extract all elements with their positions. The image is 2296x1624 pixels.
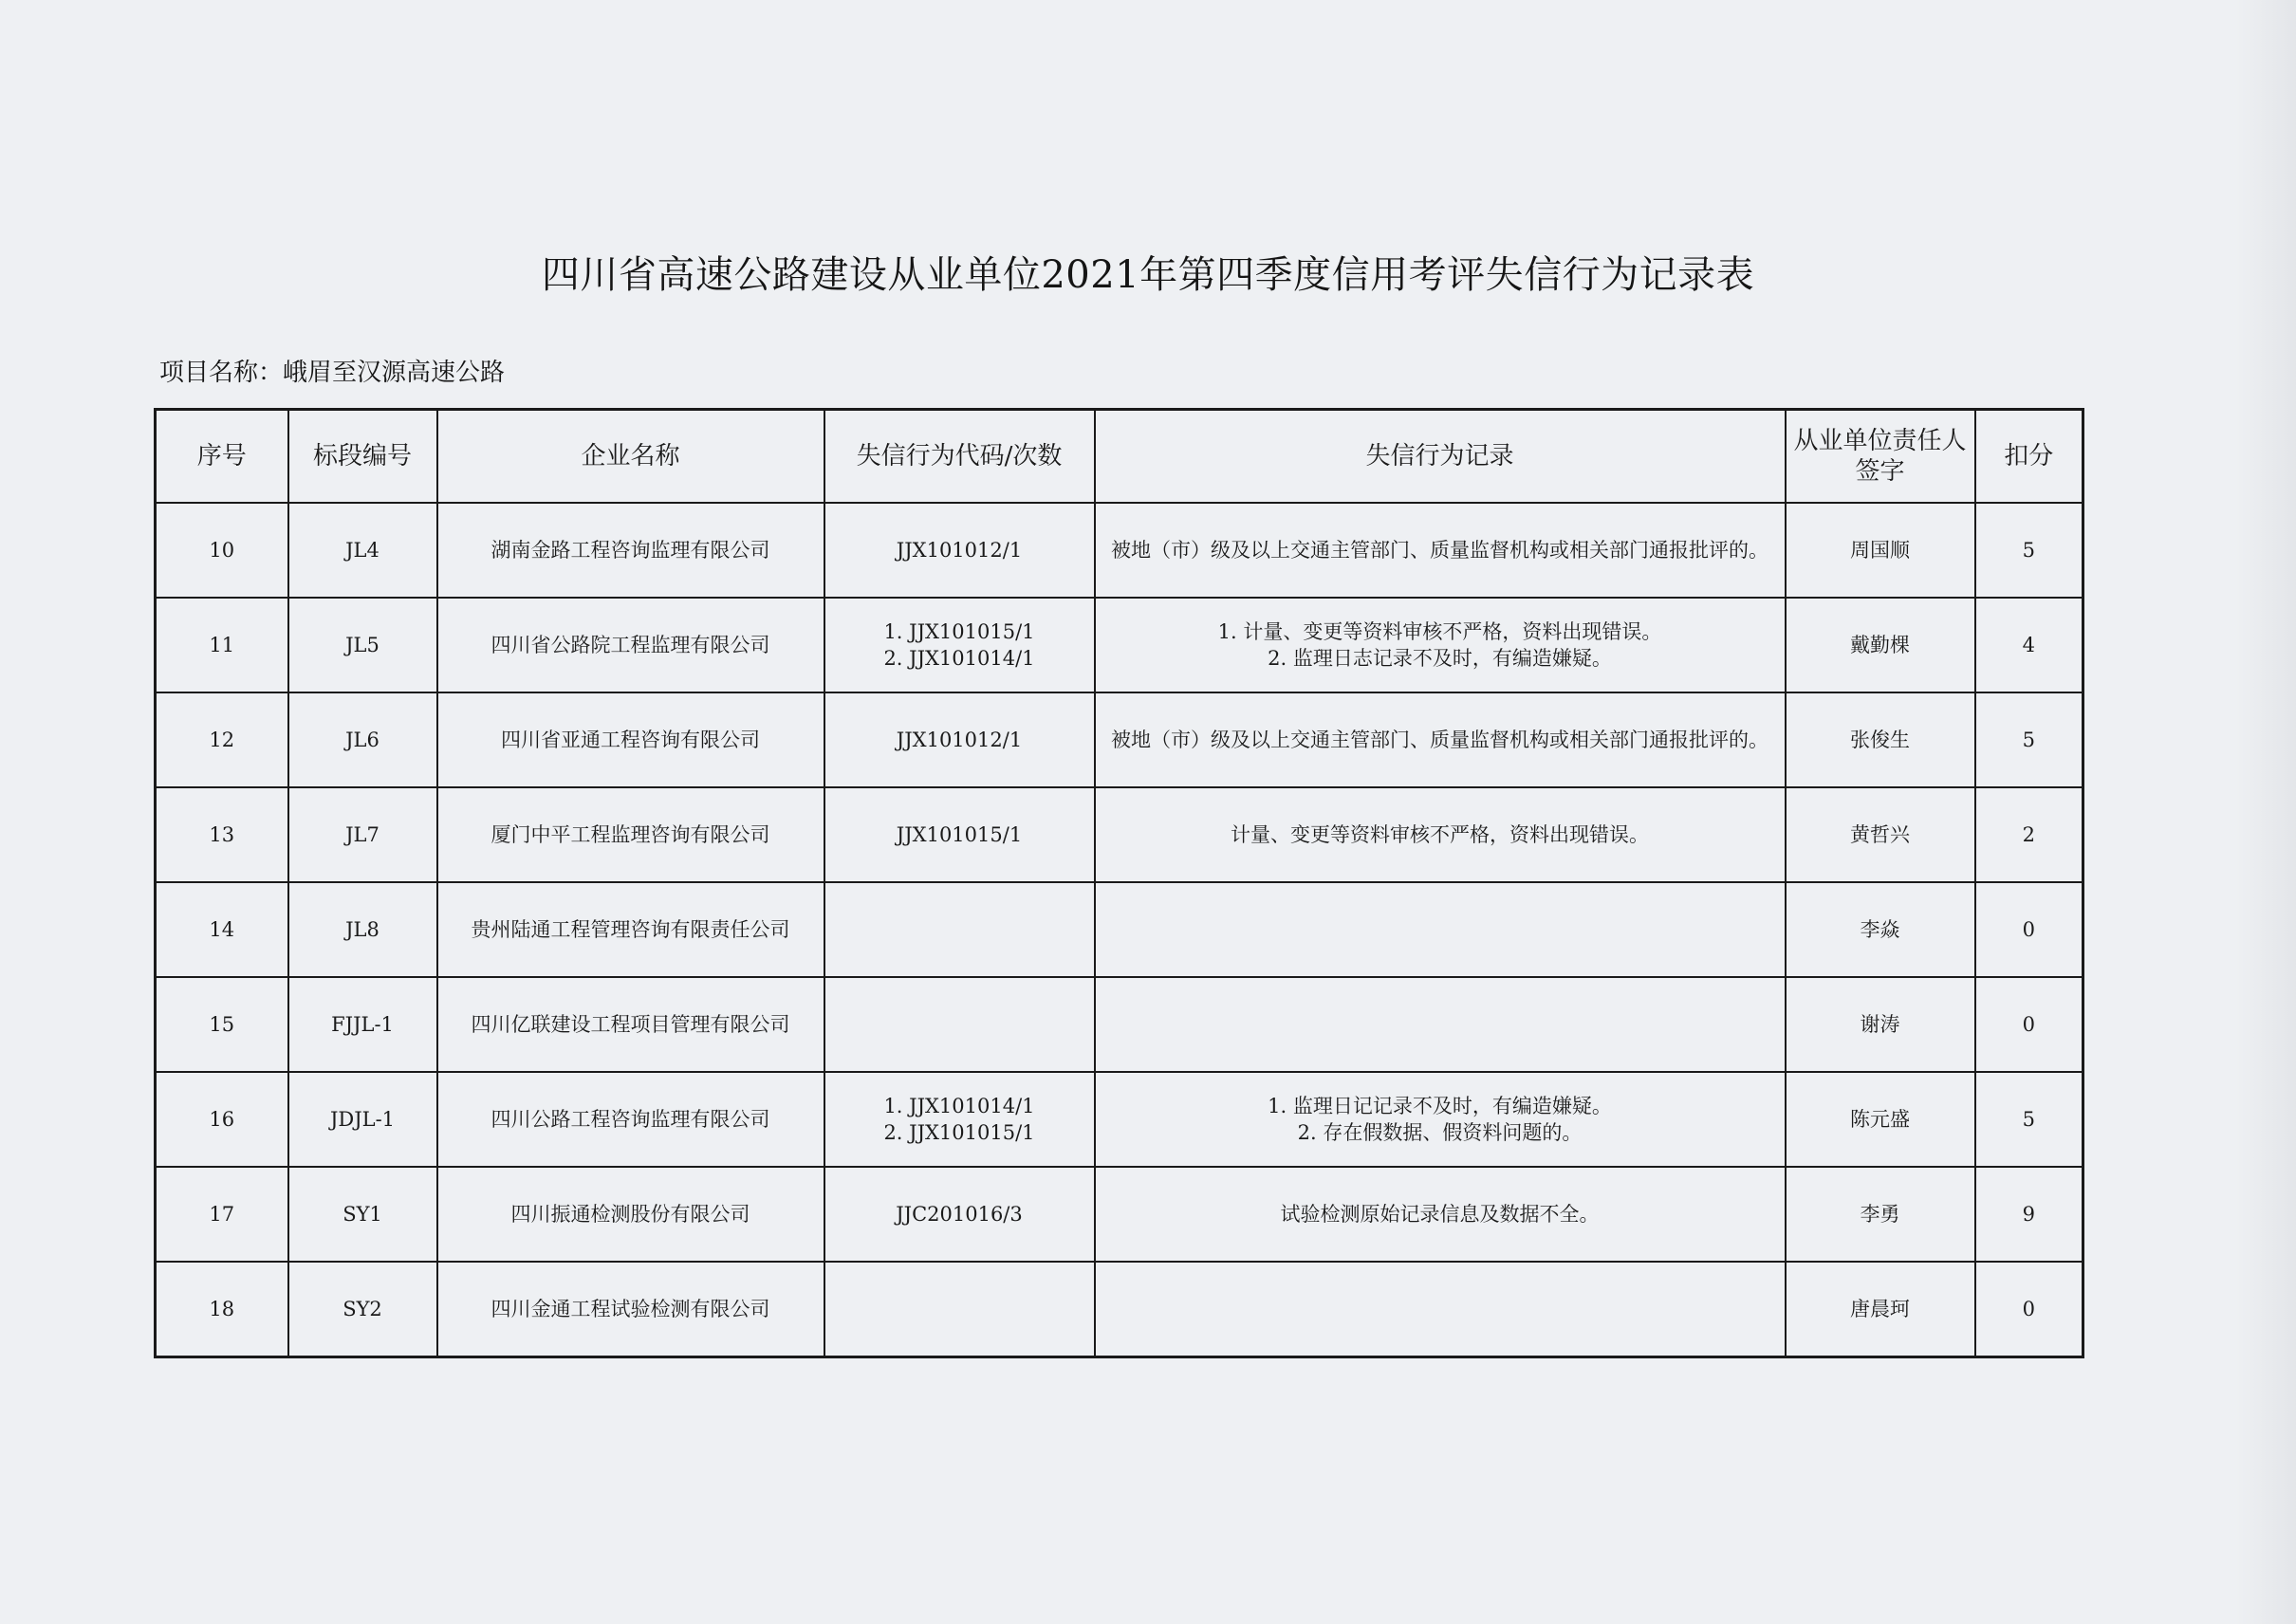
row-no bbox=[156, 1072, 288, 1167]
row-signer-text: 李焱 bbox=[1860, 917, 1900, 941]
row-record-line: 被地（市）级及以上交通主管部门、质量监督机构或相关部门通报批评的。 bbox=[1111, 538, 1768, 562]
row-company-text: 厦门中平工程监理咨询有限公司 bbox=[491, 822, 770, 846]
row-company bbox=[437, 977, 824, 1072]
row-company bbox=[437, 598, 824, 692]
row-code bbox=[824, 787, 1095, 882]
row-no bbox=[156, 598, 288, 692]
row-signer bbox=[1786, 977, 1975, 1072]
row-signer-text: 李勇 bbox=[1860, 1202, 1900, 1226]
row-points bbox=[1975, 1262, 2083, 1357]
row-points-text: 4 bbox=[2022, 633, 2035, 656]
row-no-text: 12 bbox=[209, 728, 235, 751]
row-code-line: 2. JJX101015/1 bbox=[883, 1121, 1035, 1144]
row-section-text: JL7 bbox=[345, 822, 380, 846]
row-no-text: 10 bbox=[209, 538, 235, 562]
row-section bbox=[288, 787, 437, 882]
table-row bbox=[156, 787, 2083, 882]
row-no-text: 13 bbox=[209, 822, 235, 846]
table-row bbox=[156, 1262, 2083, 1357]
row-record bbox=[1095, 692, 1786, 787]
row-section bbox=[288, 598, 437, 692]
table-row bbox=[156, 598, 2083, 692]
row-company-text: 四川亿联建设工程项目管理有限公司 bbox=[471, 1012, 790, 1036]
row-code-line: 1. JJX101015/1 bbox=[883, 619, 1035, 643]
row-code-line: 2. JJX101014/1 bbox=[883, 647, 1035, 670]
row-section-text: SY1 bbox=[343, 1202, 382, 1226]
row-record bbox=[1095, 1262, 1786, 1357]
row-company bbox=[437, 692, 824, 787]
row-company-text: 四川省亚通工程咨询有限公司 bbox=[501, 728, 760, 751]
table-header-row bbox=[156, 410, 2083, 504]
row-code-line: JJX101012/1 bbox=[896, 728, 1023, 751]
row-section bbox=[288, 882, 437, 977]
row-record-line: 2. 存在假数据、假资料问题的。 bbox=[1297, 1121, 1583, 1144]
row-no bbox=[156, 503, 288, 598]
row-points bbox=[1975, 1072, 2083, 1167]
row-no-text: 17 bbox=[209, 1202, 235, 1226]
row-signer bbox=[1786, 1167, 1975, 1262]
row-company bbox=[437, 503, 824, 598]
row-signer-text: 陈元盛 bbox=[1850, 1107, 1910, 1131]
row-code-line: JJX101012/1 bbox=[896, 538, 1023, 562]
row-record-line: 2. 监理日志记录不及时，有编造嫌疑。 bbox=[1268, 647, 1612, 670]
credit-record-table bbox=[154, 408, 2084, 1358]
row-points-text: 2 bbox=[2022, 822, 2035, 846]
row-code bbox=[824, 1262, 1095, 1357]
row-company-text: 四川公路工程咨询监理有限公司 bbox=[491, 1107, 770, 1131]
row-no bbox=[156, 882, 288, 977]
row-points-text: 0 bbox=[2022, 917, 2035, 941]
header-no: 序号 bbox=[156, 410, 288, 504]
row-points bbox=[1975, 692, 2083, 787]
row-signer bbox=[1786, 598, 1975, 692]
row-points-text: 0 bbox=[2022, 1012, 2035, 1036]
row-points bbox=[1975, 1167, 2083, 1262]
row-code bbox=[824, 1072, 1095, 1167]
row-points-text: 5 bbox=[2022, 538, 2035, 562]
row-company-text: 湖南金路工程咨询监理有限公司 bbox=[491, 538, 770, 562]
row-no-text: 15 bbox=[209, 1012, 235, 1036]
row-points-text: 9 bbox=[2022, 1202, 2035, 1226]
row-company-text: 贵州陆通工程管理咨询有限责任公司 bbox=[471, 917, 790, 941]
row-signer bbox=[1786, 503, 1975, 598]
row-no-text: 14 bbox=[209, 917, 235, 941]
row-no bbox=[156, 1167, 288, 1262]
row-code bbox=[824, 977, 1095, 1072]
row-signer bbox=[1786, 1072, 1975, 1167]
table-row bbox=[156, 1167, 2083, 1262]
scan-edge bbox=[2235, 0, 2296, 1624]
row-points-text: 5 bbox=[2022, 1107, 2035, 1131]
row-code-line: 1. JJX101014/1 bbox=[883, 1094, 1035, 1117]
row-section-text: JL8 bbox=[345, 917, 380, 941]
row-record-line: 被地（市）级及以上交通主管部门、质量监督机构或相关部门通报批评的。 bbox=[1111, 728, 1768, 751]
row-signer-text: 戴勤棵 bbox=[1850, 633, 1910, 656]
row-section-text: SY2 bbox=[343, 1297, 382, 1320]
row-section-text: JL5 bbox=[345, 633, 380, 656]
row-signer-text: 张俊生 bbox=[1850, 728, 1910, 751]
row-signer bbox=[1786, 692, 1975, 787]
row-code bbox=[824, 692, 1095, 787]
row-no-text: 16 bbox=[209, 1107, 235, 1131]
row-points-text: 0 bbox=[2022, 1297, 2035, 1320]
row-points-text: 5 bbox=[2022, 728, 2035, 751]
row-record bbox=[1095, 882, 1786, 977]
row-record bbox=[1095, 598, 1786, 692]
row-record bbox=[1095, 787, 1786, 882]
row-points bbox=[1975, 977, 2083, 1072]
row-company-text: 四川振通检测股份有限公司 bbox=[510, 1202, 750, 1226]
row-record bbox=[1095, 503, 1786, 598]
row-signer-text: 唐晨珂 bbox=[1850, 1297, 1910, 1320]
row-code bbox=[824, 882, 1095, 977]
row-section bbox=[288, 692, 437, 787]
row-section bbox=[288, 1167, 437, 1262]
row-section bbox=[288, 1262, 437, 1357]
row-signer bbox=[1786, 882, 1975, 977]
row-company-text: 四川省公路院工程监理有限公司 bbox=[491, 633, 770, 656]
table-row bbox=[156, 1072, 2083, 1167]
row-code bbox=[824, 1167, 1095, 1262]
row-code bbox=[824, 598, 1095, 692]
row-company bbox=[437, 1167, 824, 1262]
project-name: 项目名称：峨眉至汉源高速公路 bbox=[159, 359, 506, 387]
row-no-text: 18 bbox=[209, 1297, 235, 1320]
row-signer-text: 谢涛 bbox=[1860, 1012, 1900, 1036]
row-signer bbox=[1786, 1262, 1975, 1357]
table-row bbox=[156, 503, 2083, 598]
header-company: 企业名称 bbox=[437, 410, 824, 504]
header-points: 扣分 bbox=[1975, 410, 2083, 504]
row-section-text: JL6 bbox=[345, 728, 380, 751]
row-no-text: 11 bbox=[209, 633, 235, 656]
table-row bbox=[156, 977, 2083, 1072]
row-section-text: FJJL-1 bbox=[331, 1012, 394, 1036]
row-points bbox=[1975, 598, 2083, 692]
row-points bbox=[1975, 787, 2083, 882]
row-section-text: JDJL-1 bbox=[329, 1107, 396, 1131]
row-company bbox=[437, 787, 824, 882]
row-record-line: 1. 计量、变更等资料审核不严格，资料出现错误。 bbox=[1217, 619, 1662, 643]
row-code-line: JJC201016/3 bbox=[896, 1202, 1023, 1226]
row-record bbox=[1095, 1072, 1786, 1167]
row-no bbox=[156, 787, 288, 882]
document-title: 四川省高速公路建设从业单位2021年第四季度信用考评失信行为记录表 bbox=[541, 253, 1755, 297]
row-code bbox=[824, 503, 1095, 598]
header-record: 失信行为记录 bbox=[1095, 410, 1786, 504]
row-record-line: 计量、变更等资料审核不严格，资料出现错误。 bbox=[1231, 822, 1649, 846]
header-code: 失信行为代码/次数 bbox=[824, 410, 1095, 504]
row-section bbox=[288, 977, 437, 1072]
row-signer bbox=[1786, 787, 1975, 882]
row-no bbox=[156, 977, 288, 1072]
row-points bbox=[1975, 882, 2083, 977]
row-company bbox=[437, 1072, 824, 1167]
row-no bbox=[156, 1262, 288, 1357]
row-section-text: JL4 bbox=[345, 538, 380, 562]
row-company bbox=[437, 1262, 824, 1357]
row-section bbox=[288, 503, 437, 598]
row-company-text: 四川金通工程试验检测有限公司 bbox=[491, 1297, 770, 1320]
table-row bbox=[156, 692, 2083, 787]
row-signer-text: 黄哲兴 bbox=[1850, 822, 1910, 846]
row-record-line: 1. 监理日记记录不及时，有编造嫌疑。 bbox=[1268, 1094, 1612, 1117]
row-company bbox=[437, 882, 824, 977]
table-row bbox=[156, 882, 2083, 977]
row-code-line: JJX101015/1 bbox=[896, 822, 1023, 846]
row-signer-text: 周国顺 bbox=[1850, 538, 1910, 562]
row-section bbox=[288, 1072, 437, 1167]
row-record bbox=[1095, 1167, 1786, 1262]
row-record bbox=[1095, 977, 1786, 1072]
header-section: 标段编号 bbox=[288, 410, 437, 504]
row-no bbox=[156, 692, 288, 787]
header-signer: 从业单位责任人签字 bbox=[1786, 410, 1975, 504]
row-record-line: 试验检测原始记录信息及数据不全。 bbox=[1280, 1202, 1600, 1226]
row-points bbox=[1975, 503, 2083, 598]
